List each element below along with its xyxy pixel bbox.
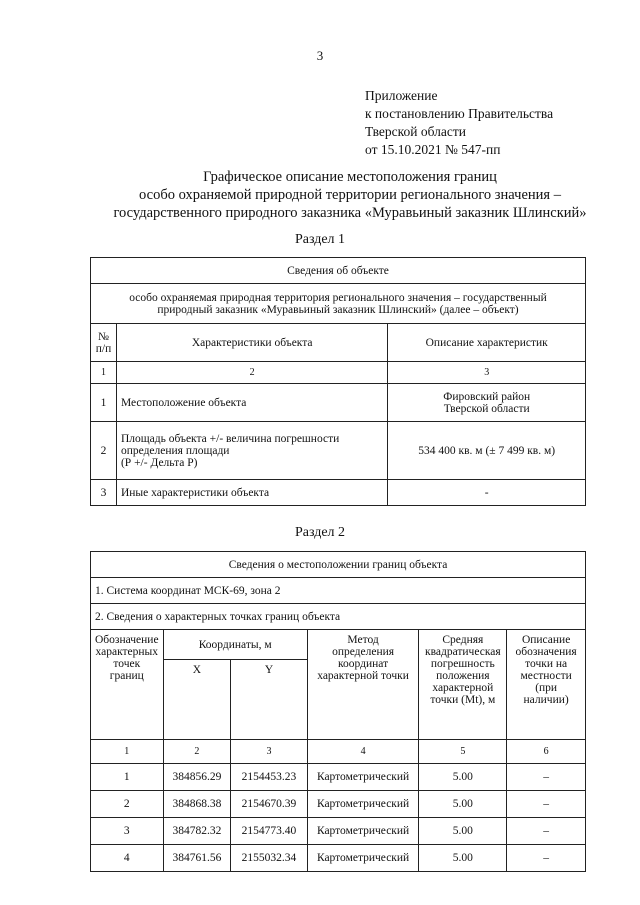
cell-method: Картометрический — [307, 845, 419, 872]
table-row — [91, 764, 586, 791]
header-text: характерной — [432, 682, 494, 694]
header-text: определения — [332, 646, 395, 658]
col-number: 3 — [231, 740, 308, 764]
row-char: Местоположение объекта — [116, 384, 387, 422]
document-title — [60, 168, 640, 222]
title-line: особо охраняемой природной территории регионального значения – — [139, 187, 561, 203]
table-row — [91, 791, 586, 818]
header-text: квадратическая — [425, 646, 501, 658]
col-number: 1 — [91, 740, 164, 764]
header-coords: Координаты, м — [163, 630, 307, 660]
header-method — [307, 630, 419, 740]
row-char-line: Площадь объекта +/- величина погрешности — [120, 432, 340, 445]
appendix-line: от 15.10.2021 № 547-пп — [365, 142, 501, 157]
section2-heading: Раздел 2 — [294, 525, 346, 540]
table-row — [91, 422, 586, 480]
section1-heading: Раздел 1 — [294, 232, 346, 247]
cell-desc: – — [507, 818, 586, 845]
header-text: Обозначение — [95, 634, 159, 646]
cell-x: 384782.32 — [163, 818, 231, 845]
cell-error: 5.00 — [419, 791, 507, 818]
row-desc-line: Фировский район — [443, 390, 531, 403]
header-text: характерной точки — [317, 670, 409, 682]
header-text: № — [97, 330, 109, 343]
header-text: точки на — [525, 658, 568, 670]
cell-y: 2154453.23 — [231, 764, 308, 791]
table-row — [91, 480, 586, 506]
table-row — [91, 845, 586, 872]
col-number: 3 — [388, 362, 586, 384]
header-desc — [507, 630, 586, 740]
cell-x: 384856.29 — [163, 764, 231, 791]
object-info-table — [90, 257, 586, 506]
cell-point: 1 — [91, 764, 164, 791]
header-text: точек — [113, 658, 141, 670]
header-text: Описание — [521, 634, 571, 646]
cell-method: Картометрический — [307, 764, 419, 791]
object-description — [91, 284, 586, 324]
row-char-line: определения площади — [120, 444, 230, 457]
cell-method: Картометрический — [307, 818, 419, 845]
col-number: 5 — [419, 740, 507, 764]
cell-y: 2154773.40 — [231, 818, 308, 845]
table-title: Сведения об объекте — [91, 258, 586, 284]
cell-point: 3 — [91, 818, 164, 845]
col-number: 1 — [91, 362, 117, 384]
col-number: 2 — [163, 740, 231, 764]
header-text: местности — [520, 670, 572, 682]
row-number: 1 — [91, 384, 117, 422]
header-point — [91, 630, 164, 740]
coord-system: 1. Система координат МСК-69, зона 2 — [91, 578, 586, 604]
row-desc: 534 400 кв. м (± 7 499 кв. м) — [388, 422, 586, 480]
appendix-line: Тверской области — [365, 124, 466, 139]
cell-error: 5.00 — [419, 818, 507, 845]
col-number: 2 — [116, 362, 387, 384]
table-row — [91, 384, 586, 422]
header-text: наличии) — [523, 694, 569, 706]
header-num — [91, 324, 117, 362]
title-line: Графическое описание местоположения границ — [203, 169, 497, 185]
cell-method: Картометрический — [307, 791, 419, 818]
cell-x: 384868.38 — [163, 791, 231, 818]
row-char-line: (Р +/- Дельта Р) — [120, 456, 198, 469]
header-text: точки (Mt), м — [430, 694, 496, 706]
header-y: Y — [231, 660, 308, 740]
row-desc — [388, 384, 586, 422]
appendix-line: Приложение — [365, 88, 438, 103]
boundary-points-table — [90, 551, 586, 872]
cell-x: 384761.56 — [163, 845, 231, 872]
header-text: Средняя — [442, 634, 484, 646]
header-text: положения — [436, 670, 490, 682]
header-text: Метод — [347, 634, 379, 646]
cell-point: 2 — [91, 791, 164, 818]
col-number: 6 — [507, 740, 586, 764]
header-text: координат — [338, 658, 389, 670]
header-desc: Описание характеристик — [388, 324, 586, 362]
cell-desc: – — [507, 845, 586, 872]
appendix-block — [365, 87, 553, 159]
cell-desc: – — [507, 791, 586, 818]
cell-y: 2154670.39 — [231, 791, 308, 818]
row-desc: - — [388, 480, 586, 506]
header-text: обозначения — [515, 646, 577, 658]
object-desc-line: природный заказник «Муравьиный заказник Шлинский» (далее – объект) — [157, 303, 519, 316]
cell-error: 5.00 — [419, 764, 507, 791]
appendix-line: к постановлению Правительства — [365, 106, 554, 121]
header-char: Характеристики объекта — [116, 324, 387, 362]
row-number: 3 — [91, 480, 117, 506]
header-text: погрешность — [430, 658, 495, 670]
page-number: 3 — [316, 48, 324, 63]
row-number: 2 — [91, 422, 117, 480]
table-title: Сведения о местоположении границ объекта — [91, 552, 586, 578]
header-error — [419, 630, 507, 740]
col-number: 4 — [307, 740, 419, 764]
header-text: (при — [535, 682, 558, 694]
cell-error: 5.00 — [419, 845, 507, 872]
points-title: 2. Сведения о характерных точках границ объекта — [91, 604, 586, 630]
cell-y: 2155032.34 — [231, 845, 308, 872]
header-x: X — [163, 660, 231, 740]
row-char: Иные характеристики объекта — [116, 480, 387, 506]
row-char — [116, 422, 387, 480]
table-row — [91, 818, 586, 845]
header-text: границ — [109, 670, 144, 682]
header-text: характерных — [95, 646, 159, 658]
cell-point: 4 — [91, 845, 164, 872]
object-desc-line: особо охраняемая природная территория регионального значения – государственный — [129, 291, 547, 304]
title-line: государственного природного заказника «Муравьиный заказник Шлинский» — [113, 205, 587, 221]
header-text: п/п — [95, 342, 112, 355]
row-desc-line: Тверской области — [443, 402, 530, 415]
cell-desc: – — [507, 764, 586, 791]
